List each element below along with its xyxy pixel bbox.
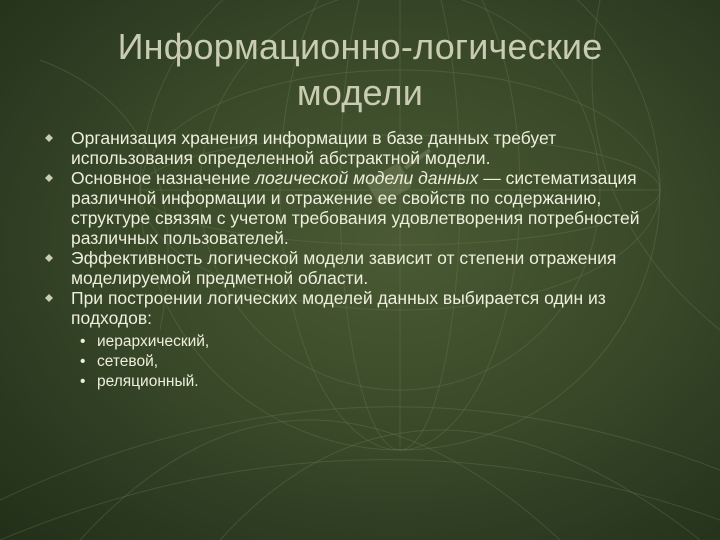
content-body bbox=[42, 128, 682, 392]
sub-item-3 bbox=[80, 372, 682, 392]
bullet-text: Организация хранения информации в базе данных требует использования определенной абстрактной модели. bbox=[71, 128, 557, 168]
diamond-bullet-icon bbox=[45, 294, 53, 302]
title-line-2: модели bbox=[296, 72, 424, 113]
diamond-bullet-icon bbox=[45, 254, 53, 262]
sub-item-text: сетевой, bbox=[97, 353, 159, 370]
sub-bullet-icon: • bbox=[80, 373, 86, 390]
bullet-text bbox=[71, 168, 682, 248]
title-line-1: Информационно-логические bbox=[117, 26, 603, 67]
bullet-text: Эффективность логической модели зависит от степени отражения моделируемой предметной области. bbox=[71, 248, 617, 288]
bullet-item-3 bbox=[42, 248, 682, 288]
bullet-item-4 bbox=[42, 288, 682, 328]
bullet-text-italic: логической модели данных bbox=[255, 168, 479, 188]
sub-list bbox=[42, 332, 682, 392]
bullet-text: При построении логических моделей данных выбирается один из подходов: bbox=[71, 288, 606, 328]
bullet-item-2 bbox=[42, 168, 682, 248]
bullet-text-before: Основное назначение bbox=[71, 168, 256, 188]
sub-item-text: реляционный. bbox=[97, 373, 199, 390]
bullet-item-1 bbox=[42, 128, 682, 168]
sub-item-2 bbox=[80, 352, 682, 372]
sub-item-text: иерархический, bbox=[97, 333, 210, 350]
sub-bullet-icon: • bbox=[80, 333, 86, 350]
sub-bullet-icon: • bbox=[80, 353, 86, 370]
bullet-text-after: — систематизация различной информации и отражение ее свойств по содержанию, структуре связям с учетом требования удовлетворения потребностей различных пользователей. bbox=[71, 168, 640, 248]
diamond-bullet-icon bbox=[45, 134, 53, 142]
sub-item-1 bbox=[80, 332, 682, 352]
slide-title bbox=[60, 24, 660, 116]
diamond-bullet-icon bbox=[45, 174, 53, 182]
